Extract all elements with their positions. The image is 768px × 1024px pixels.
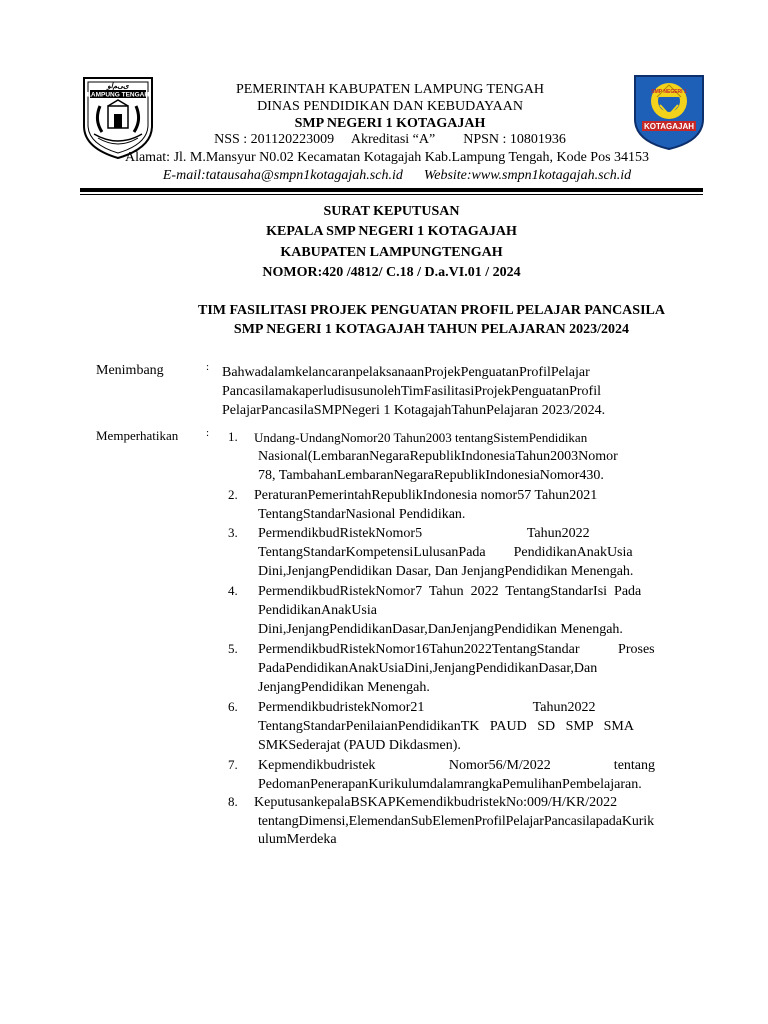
list-item-number: 4. bbox=[228, 583, 238, 598]
menimbang-line-3: PelajarPancasilaSMPNegeri 1 KotagajahTahunPelajaran 2023/2024. bbox=[222, 403, 606, 418]
school-address: Alamat: Jl. M.Mansyur N0.02 Kecamatan Kotagajah Kab.Lampung Tengah, Kode Pos 34153 bbox=[124, 150, 650, 165]
regency-title: KABUPATEN LAMPUNGTENGAH bbox=[280, 245, 503, 260]
list-item-line: 78, TambahanLembaranNegaraRepublikIndonesiaNomor430. bbox=[258, 468, 604, 483]
list-item-number: 8. bbox=[228, 794, 238, 809]
list-item-line: Dini,JenjangPendidikan Dasar, Dan JenjangPendidikan Menengah. bbox=[258, 564, 634, 579]
list-item-number: 7. bbox=[228, 757, 238, 772]
list-item-line: tentangDimensi,ElemendanSubElemenProfilPelajarPancasilapadaKurik bbox=[258, 814, 654, 829]
list-item-line: PadaPendidikanAnakUsiaDini,JenjangPendidikanDasar,Dan bbox=[258, 661, 598, 676]
school-name: SMP NEGERI 1 KOTAGAJAH bbox=[294, 116, 486, 131]
menimbang-label: Menimbang bbox=[96, 363, 164, 378]
subject-line-2: SMP NEGERI 1 KOTAGAJAH TAHUN PELAJARAN 2023/2024 bbox=[233, 322, 630, 337]
list-item-line: SMKSederajat (PAUD Dikdasmen). bbox=[258, 738, 461, 753]
list-item-line: PermendikbudRistekNomor16Tahun2022TentangStandar Proses bbox=[258, 642, 655, 657]
decree-number: NOMOR:420 /4812/ C.18 / D.a.VI.01 / 2024 bbox=[262, 265, 521, 280]
list-item-line: Undang-UndangNomor20 Tahun2003 tentangSistemPendidikan bbox=[254, 430, 588, 445]
list-item-number: 6. bbox=[228, 699, 238, 714]
list-item-number: 1. bbox=[228, 429, 238, 444]
list-item-line: Dini,JenjangPendidikanDasar,DanJenjangPendidikan Menengah. bbox=[258, 622, 623, 637]
letterhead-rule-thin bbox=[80, 194, 703, 195]
list-item-line: PermendikbudristekNomor21 Tahun2022 bbox=[258, 700, 596, 715]
list-item-line: PendidikanAnakUsia bbox=[258, 603, 377, 618]
school-logo-top-text: SMP NEGERI 1 bbox=[651, 89, 687, 95]
list-item-line: KeputusankepalaBSKAPKemendikbudristekNo:009/H/KR/2022 bbox=[254, 795, 618, 810]
list-item-line: PermendikbudRistekNomor7 Tahun 2022 TentangStandarIsi Pada bbox=[258, 584, 642, 599]
list-item-line: ulumMerdeka bbox=[258, 832, 337, 847]
doc-type-title: SURAT KEPUTUSAN bbox=[323, 204, 460, 219]
list-item-line: TentangStandarPenilaianPendidikanTK PAUD SD SMP SMA bbox=[258, 719, 634, 734]
list-item-line: TentangStandarNasional Pendidikan. bbox=[258, 507, 466, 522]
list-item-line: PedomanPenerapanKurikulumdalamrangkaPemulihanPembelajaran. bbox=[258, 777, 642, 792]
gov-name: PEMERINTAH KABUPATEN LAMPUNG TENGAH bbox=[235, 82, 545, 97]
list-item-number: 2. bbox=[228, 487, 238, 502]
school-identifiers: NSS : 201120223009 Akreditasi “A” NPSN : 10801936 bbox=[214, 132, 566, 147]
menimbang-colon: : bbox=[206, 361, 210, 373]
list-item-line: Nasional(LembaranNegaraRepublikIndonesiaTahun2003Nomor bbox=[258, 449, 618, 464]
agency-name: DINAS PENDIDIKAN DAN KEBUDAYAAN bbox=[257, 99, 523, 114]
list-item-line: Kepmendikbudristek Nomor56/M/2022 tentang bbox=[258, 758, 656, 773]
menimbang-line-1: BahwadalamkelancaranpelaksanaanProjekPenguatanProfilPelajar bbox=[222, 365, 590, 380]
regency-logo-text: LAMPUNG TENGAH bbox=[86, 91, 150, 99]
subject-line-1: TIM FASILITASI PROJEK PENGUATAN PROFIL PELAJAR PANCASILA bbox=[198, 303, 665, 318]
list-item-line: PeraturanPemerintahRepublikIndonesia nomor57 Tahun2021 bbox=[254, 488, 598, 503]
school-contact: E-mail:tatausaha@smpn1kotagajah.sch.id Website:www.smpn1kotagajah.sch.id bbox=[162, 168, 632, 183]
list-item-number: 3. bbox=[228, 525, 238, 540]
memperhatikan-label: Memperhatikan bbox=[96, 428, 179, 443]
svg-text:ﻯﻰﻢﺍﻮ: ﻯﻰﻢﺍﻮ bbox=[107, 83, 129, 90]
menimbang-line-2: PancasilamakaperludisusunolehTimFasilitasiProjekPenguatanProfil bbox=[222, 384, 601, 399]
school-logo-text: KOTAGAJAH bbox=[643, 122, 695, 131]
letterhead-rule-thick bbox=[80, 188, 703, 192]
list-item-number: 5. bbox=[228, 641, 238, 656]
list-item-line: TentangStandarKompetensiLulusanPada PendidikanAnakUsia bbox=[258, 545, 633, 560]
memperhatikan-colon: : bbox=[206, 427, 210, 439]
list-item-line: JenjangPendidikan Menengah. bbox=[258, 680, 430, 695]
list-item-line: PermendikbudRistekNomor5 Tahun2022 bbox=[258, 526, 590, 541]
issuer-title: KEPALA SMP NEGERI 1 KOTAGAJAH bbox=[266, 224, 517, 239]
